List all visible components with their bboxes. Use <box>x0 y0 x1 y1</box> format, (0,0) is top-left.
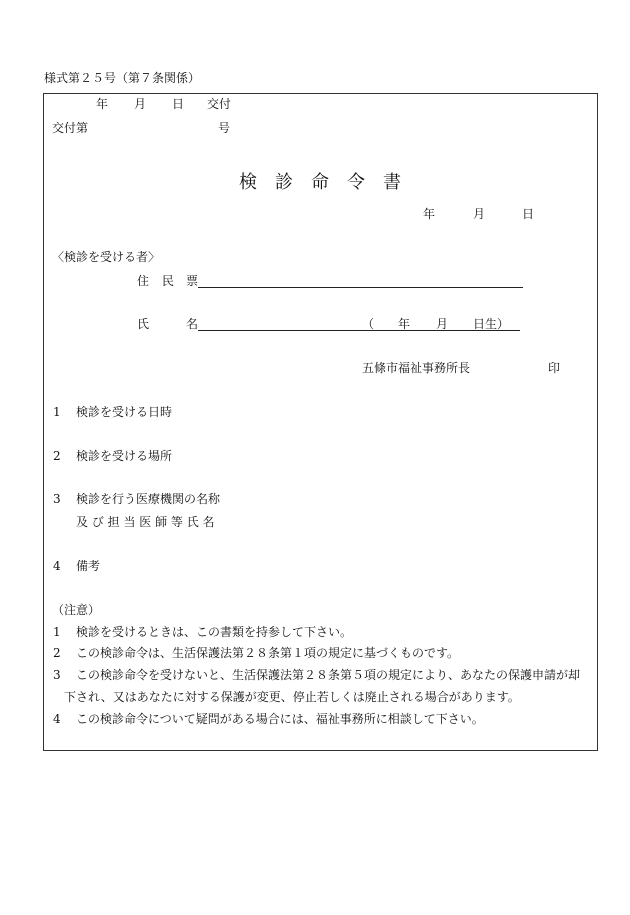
note-text-continued: 下され、又はあなたに対する保護が変更、停止若しくは廃止される場合があります。 <box>64 690 520 704</box>
birth-open: （ <box>362 317 375 331</box>
name-label-char: 名 <box>186 317 199 331</box>
document-title-char: 診 <box>275 172 293 193</box>
item-number: 1 <box>53 405 61 419</box>
item-text: 備考 <box>76 559 101 573</box>
issue-year: 年 <box>96 97 109 111</box>
note-text: 検診を受けるときは、この書類を持参して下さい。 <box>76 625 353 639</box>
document-title-char: 令 <box>347 172 365 193</box>
item-number: 4 <box>53 559 61 573</box>
issue-issued: 交付 <box>207 97 232 111</box>
recipient-heading: 〈検診を受ける者〉 <box>52 250 161 264</box>
document-title-char: 命 <box>311 172 329 193</box>
issue-day: 日 <box>172 97 185 111</box>
residence-label-char: 票 <box>186 274 199 288</box>
issue-number-suffix: 号 <box>218 121 231 135</box>
notes-heading: （注意） <box>52 603 101 617</box>
name-field[interactable] <box>198 330 520 331</box>
residence-label-char: 住 <box>137 274 150 288</box>
seal-mark: 印 <box>548 361 561 375</box>
item-text-continued: 及 び 担 当 医 師 等 氏 名 <box>76 515 215 529</box>
issuer-name: 五條市福祉事務所長 <box>362 361 471 375</box>
item-text: 検診を行う医療機関の名称 <box>76 492 221 506</box>
note-number: 4 <box>53 712 61 726</box>
order-date-day: 日 <box>522 207 535 221</box>
item-number: 3 <box>53 492 61 506</box>
document-title-char: 検 <box>239 172 257 193</box>
item-text: 検診を受ける日時 <box>76 405 173 419</box>
note-text: この検診命令について疑問がある場合には、福祉事務所に相談して下さい。 <box>76 712 484 726</box>
birth-year: 年 <box>398 317 411 331</box>
residence-field[interactable] <box>198 287 523 288</box>
note-number: 3 <box>53 668 61 682</box>
item-number: 2 <box>53 449 61 463</box>
issue-month: 月 <box>134 97 147 111</box>
birth-close: 日生） <box>473 317 510 331</box>
note-number: 2 <box>53 646 61 660</box>
note-text: この検診命令を受けないと、生活保護法第２８条第５項の規定により、あなたの保護申請が却 <box>76 668 581 682</box>
issue-number-prefix: 交付第 <box>52 121 89 135</box>
document-title-char: 書 <box>383 172 401 193</box>
item-text: 検診を受ける場所 <box>76 449 173 463</box>
form-label: 様式第２５号（第７条関係） <box>44 71 201 85</box>
order-date-year: 年 <box>423 207 436 221</box>
birth-month: 月 <box>436 317 449 331</box>
residence-label-char: 民 <box>162 274 175 288</box>
order-date-month: 月 <box>473 207 486 221</box>
note-text: この検診命令は、生活保護法第２８条第１項の規定に基づくものです。 <box>76 646 460 660</box>
note-number: 1 <box>53 625 61 639</box>
name-label-char: 氏 <box>137 317 150 331</box>
